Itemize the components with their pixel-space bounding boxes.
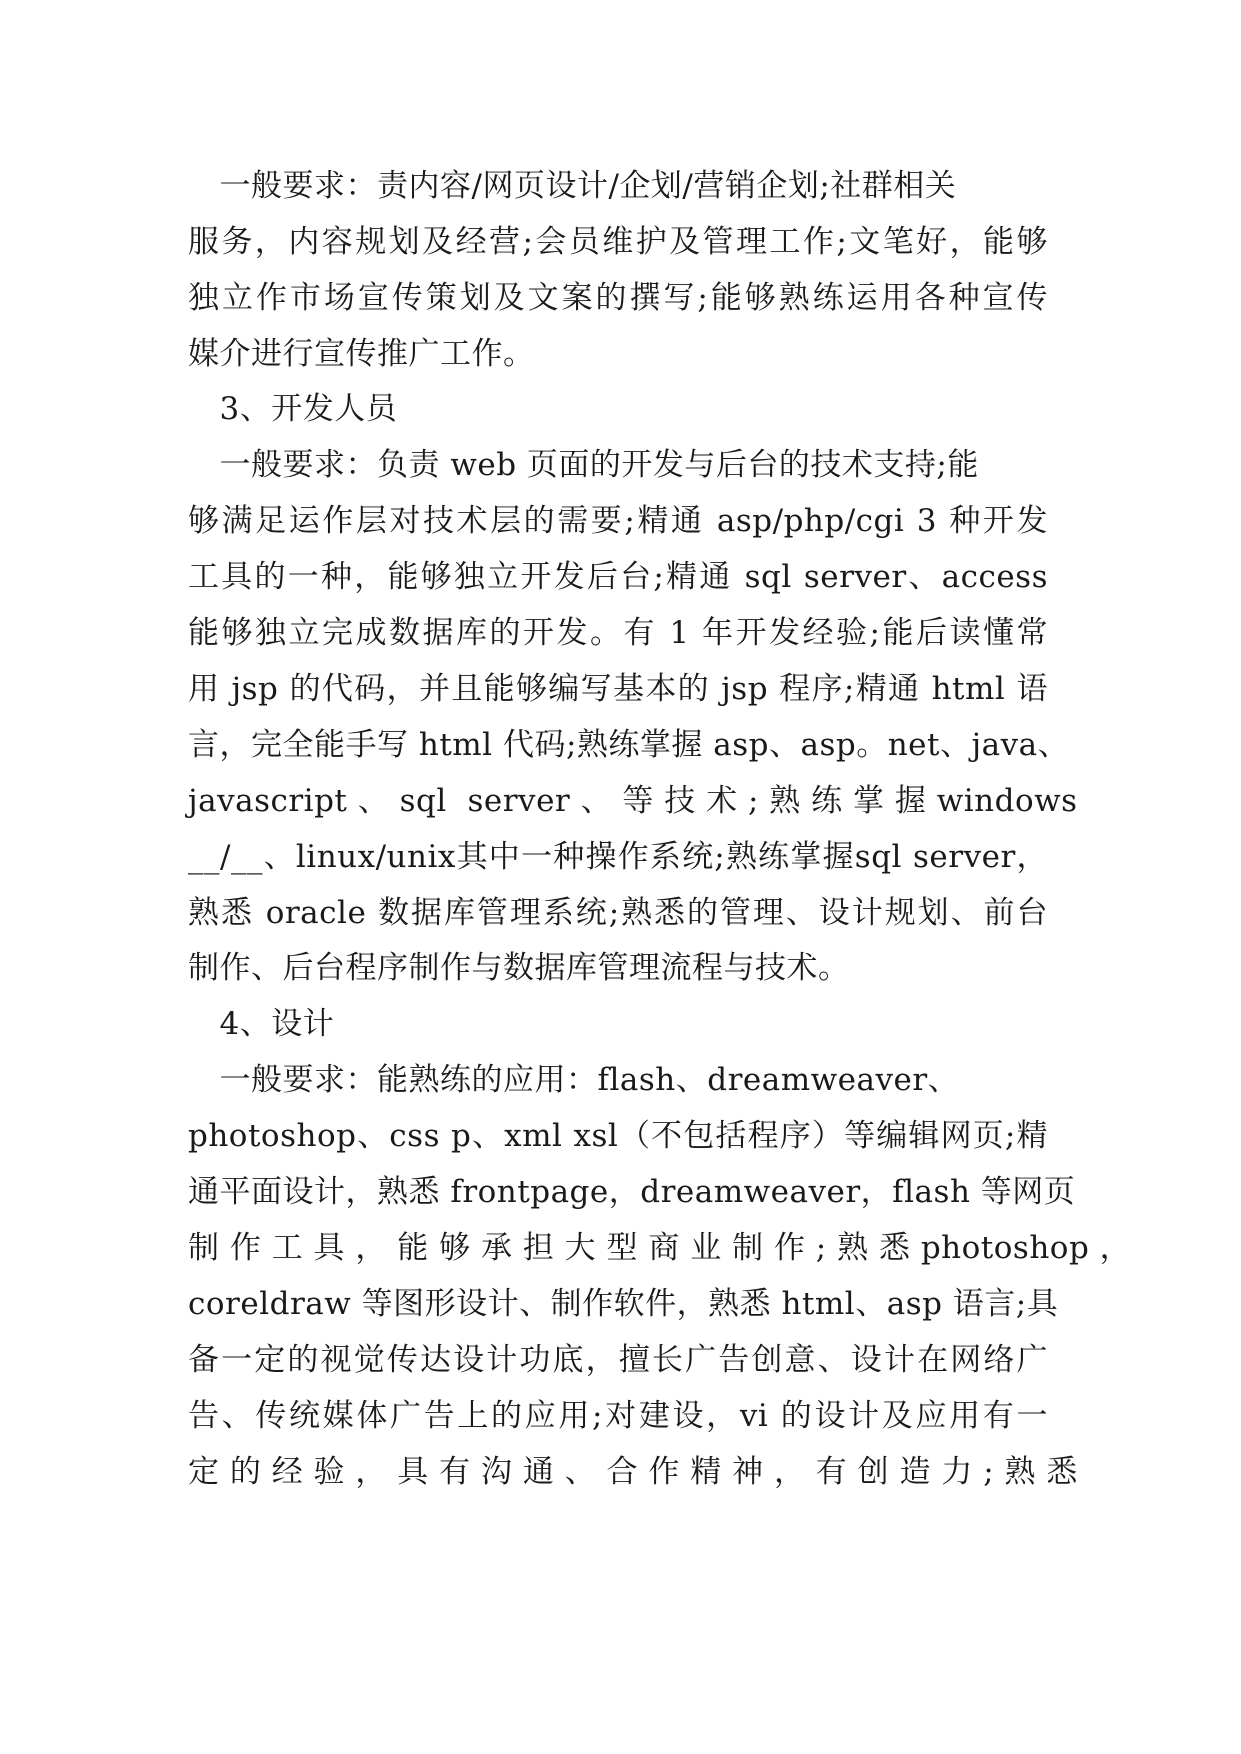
text-line: 备一定的视觉传达设计功底，擅长广告创意、设计在网络广 [188,1342,1048,1378]
text-line: 用 jsp 的代码，并且能够编写基本的 jsp 程序;精通 html 语 [188,671,1048,707]
text-line: 工具的一种，能够独立开发后台;精通 sql server、access [188,559,1048,595]
text-line: 能够独立完成数据库的开发。有 1 年开发经验;能后读懂常 [188,615,1048,651]
text-line: 定 的 经 验 ， 具 有 沟 通 、 合 作 精 神 ， 有 创 造 力 ; 熟 悉 [188,1454,1078,1490]
text-line: 通平面设计，熟悉 frontpage，dreamweaver，flash 等网页 [188,1174,1076,1210]
text-line: 够满足运作层对技术层的需要;精通 asp/php/cgi 3 种开发 [188,503,1048,539]
section-heading: 4、设计 [188,1006,335,1042]
text-line: 告、传统媒体广告上的应用;对建设，vi 的设计及应用有一 [188,1398,1048,1434]
text-line: __/__、linux/unix其中一种操作系统;熟练掌握sql server， [188,839,1048,875]
text-line: coreldraw 等图形设计、制作软件，熟悉 html、asp 语言;具 [188,1286,1059,1322]
text-line: 一般要求：能熟练的应用：flash、dreamweaver、 [188,1062,960,1098]
text-line: 一般要求：责内容/网页设计/企划/营销企划;社群相关 [188,168,957,204]
text-line: 独立作市场宣传策划及文案的撰写;能够熟练运用各种宣传 [188,280,1048,316]
section-heading: 3、开发人员 [188,391,398,427]
text-line: 一般要求：负责 web 页面的开发与后台的技术支持;能 [188,447,979,483]
text-line: 言，完全能手写 html 代码;熟练掌握 asp、asp。net、java、 [188,727,1070,763]
text-line: 熟悉 oracle 数据库管理系统;熟悉的管理、设计规划、前台 [188,895,1048,931]
text-line: 制作、后台程序制作与数据库管理流程与技术。 [188,950,850,986]
text-line: photoshop、css p、xml xsl（不包括程序）等编辑网页;精 [188,1118,1048,1154]
text-line: 服务，内容规划及经营;会员维护及管理工作;文笔好，能够 [188,224,1048,260]
text-line: 制 作 工 具 ， 能 够 承 担 大 型 商 业 制 作 ; 熟 悉 photoshop ， [188,1230,1132,1266]
text-line: 媒介进行宣传推广工作。 [188,336,535,372]
text-line: javascript 、 sql server 、 等 技 术 ; 熟 练 掌 握 windows [188,783,1078,819]
